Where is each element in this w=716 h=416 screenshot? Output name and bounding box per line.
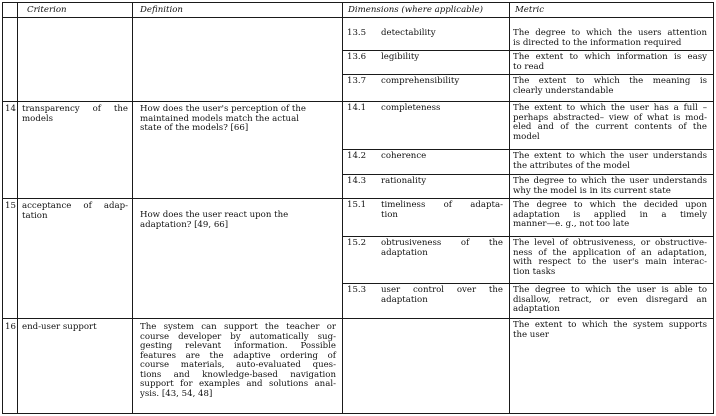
dimension-name: coherence	[381, 151, 427, 161]
definition-line: tions and knowledge-based navigation	[140, 369, 336, 380]
metric-line: perhaps abstracted– view of what is mod-	[513, 112, 707, 123]
dimension-name: obtrusiveness of the	[381, 238, 503, 248]
definition-line: course materials, auto-evaluated ques-	[140, 360, 336, 370]
definition-line: gesting relevant information. Possible	[140, 341, 336, 351]
dimension-name: tion	[381, 209, 398, 220]
row-number: 16	[5, 322, 16, 332]
table-left-border	[2, 2, 3, 414]
dimension-name: timeliness of adapta-	[381, 200, 503, 210]
row-number: 14	[5, 104, 16, 114]
criterion-line: acceptance of adap-	[22, 201, 128, 211]
metric-line: clearly understandable	[513, 85, 614, 96]
table-top-border	[2, 2, 714, 3]
dimension-name: rationality	[381, 176, 427, 186]
subrow-divider	[342, 50, 713, 51]
metric-line: adaptation	[513, 304, 560, 314]
metric-line: manner—e. g., not too late	[513, 219, 630, 229]
definition-line: course developer by automatically sug-	[140, 331, 336, 342]
metric-line: The extent to which the user has a full –	[513, 103, 707, 113]
metric-line: why the model is in its current state	[513, 185, 671, 196]
metric-line: adaptation is applied in a timely	[513, 209, 707, 220]
header-divider	[2, 17, 713, 18]
dimension-name: adaptation	[381, 294, 428, 305]
metric-line: disallow, retract, or even disregard an	[513, 294, 707, 305]
row-divider	[2, 318, 713, 319]
subrow-divider	[342, 283, 713, 284]
header-metric: Metric	[515, 5, 545, 15]
dimension-number: 14.1	[347, 103, 367, 113]
criterion-line: transparency of the	[22, 104, 128, 114]
dimension-name: completeness	[381, 103, 441, 113]
definition-line: The system can support the teacher or	[140, 322, 336, 332]
dimension-name: comprehensibility	[381, 76, 460, 86]
definition-line: adaptation? [49, 66]	[140, 219, 229, 230]
definition-line: How does the user's perception of the	[140, 104, 307, 114]
dimension-number: 15.2	[347, 238, 367, 248]
header-criterion: Criterion	[27, 5, 67, 15]
subrow-divider	[342, 74, 713, 75]
definition-line: ysis. [43, 54, 48]	[140, 388, 213, 399]
dimension-number: 13.6	[347, 52, 367, 62]
metric-line: The extent to which information is easy	[513, 52, 707, 62]
metric-line: model	[513, 131, 540, 142]
metric-line: The degree to which the user understands	[513, 176, 707, 186]
metric-line: with respect to the user's main interac-	[513, 257, 707, 267]
definition-line: features are the adaptive ordering of	[140, 350, 336, 361]
subrow-divider	[342, 149, 713, 150]
metric-line: The degree to which the user is able to	[513, 285, 707, 295]
metric-line: The extent to which the meaning is	[513, 76, 707, 86]
dimension-number: 14.3	[347, 176, 367, 186]
header-dimensions: Dimensions (where applicable)	[348, 5, 483, 15]
subrow-divider	[342, 236, 713, 237]
criterion-line: end-user support	[22, 322, 97, 332]
metric-line: the attributes of the model	[513, 160, 630, 171]
column-divider	[132, 2, 133, 413]
metric-line: to read	[513, 61, 545, 72]
column-divider	[17, 2, 18, 413]
row-divider	[2, 198, 713, 199]
row-divider	[2, 101, 713, 102]
dimension-number: 13.5	[347, 28, 367, 38]
metric-line: The extent to which the system supports	[513, 320, 707, 330]
definition-line: How does the user react upon the	[140, 210, 289, 220]
dimension-number: 13.7	[347, 76, 367, 86]
metric-line: ness of the application of an adaptation,	[513, 247, 707, 258]
metric-line: is directed to the information required	[513, 37, 682, 48]
dimension-name: legibility	[381, 52, 420, 62]
dimension-name: user control over the	[381, 285, 503, 295]
table-right-border	[713, 2, 714, 414]
dimension-number: 15.1	[347, 200, 367, 210]
definition-line: state of the models? [66]	[140, 123, 249, 133]
metric-line: tion tasks	[513, 266, 556, 277]
metric-line: The degree to which the decided upon	[513, 200, 707, 210]
criterion-line: tation	[22, 210, 48, 221]
metric-line: The extent to which the user understands	[513, 151, 707, 161]
header-definition: Definition	[140, 5, 183, 15]
metric-line: The level of obtrusiveness, or obstructive-	[513, 238, 707, 248]
dimension-name: detectability	[381, 28, 436, 38]
subrow-divider	[342, 174, 713, 175]
row-number: 15	[5, 201, 16, 211]
dimension-name: adaptation	[381, 247, 428, 258]
column-divider	[509, 2, 510, 413]
metric-line: The degree to which the users attention	[513, 28, 707, 38]
table-bottom-border	[2, 413, 714, 414]
dimension-number: 14.2	[347, 151, 367, 161]
criterion-line: models	[22, 113, 54, 124]
definition-line: maintained models match the actual	[140, 113, 299, 124]
metric-line: eled and of the current contents of the	[513, 122, 707, 132]
dimension-number: 15.3	[347, 285, 367, 295]
definition-line: support for examples and solutions anal-	[140, 379, 336, 389]
metric-line: the user	[513, 329, 549, 340]
column-divider	[342, 2, 343, 413]
